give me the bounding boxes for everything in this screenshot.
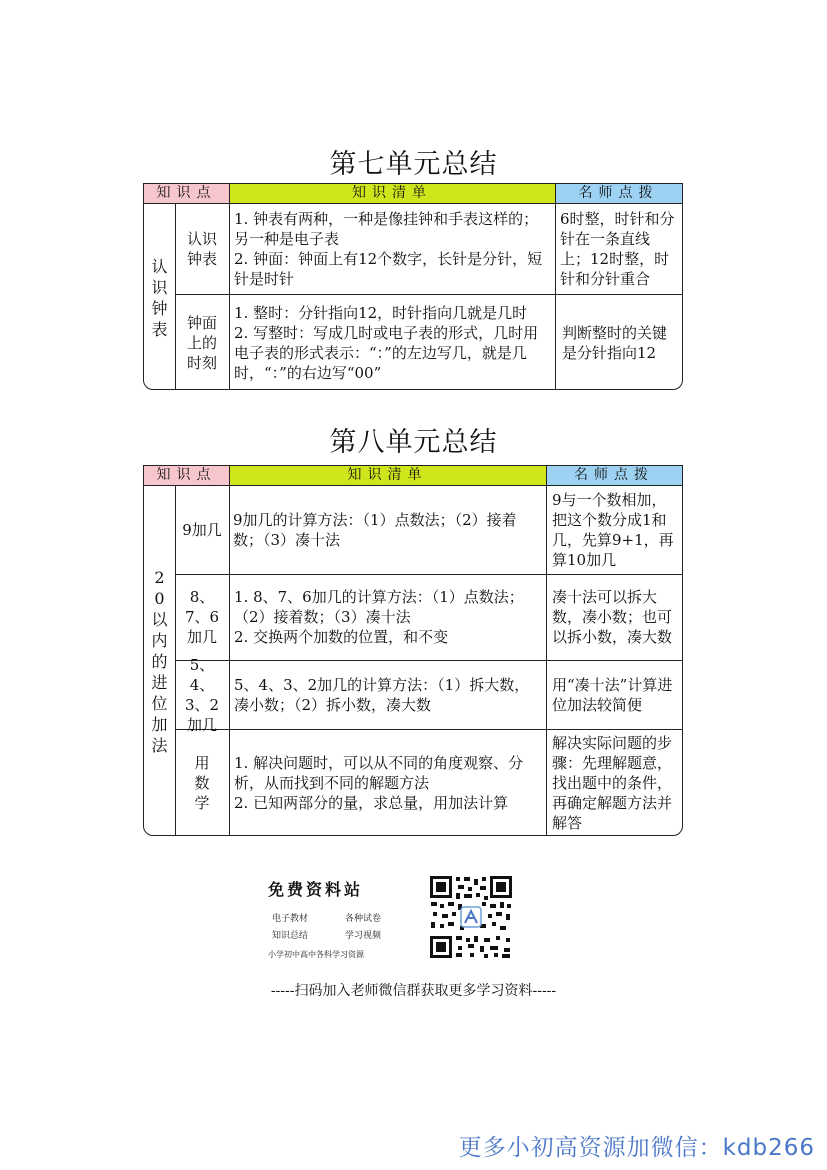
unit8-row1-tip: 9与一个数相加，把这个数分成1和几，先算9+1，再算10加几 <box>552 491 674 569</box>
unit8-row4-topic: 用数学 <box>194 754 210 812</box>
unit8-row1-content: 9加几的计算方法：（1）点数法；（2）接着数；（3）凑十法 <box>233 511 517 549</box>
unit8-row3-tip: 用“凑十法”计算进位加法较简便 <box>552 675 673 714</box>
unit7-row2-tip: 判断整时的关键是分针指向12 <box>562 323 668 362</box>
promo-item-summary: 知识总结 <box>272 931 309 941</box>
unit8-row4-content: 1. 解决问题时，可以从不同的角度观察、分析，从而找到不同的解题方法 2. 已知两部分的量，求总量，用加法计算 <box>234 754 524 812</box>
unit8-row3-content: 5、4、3、2加几的计算方法：（1）拆大数，凑小数；（2）拆小数，凑大数 <box>234 675 530 714</box>
unit8-category: 20以内的进位加法 <box>151 568 168 755</box>
promo-item-ebook: 电子教材 <box>272 914 309 924</box>
unit7-header-knowledge-point: 知识点 <box>144 184 229 204</box>
unit7-title: 第七单元总结 <box>329 149 498 180</box>
unit7-table <box>143 183 683 390</box>
unit8-header-knowledge-list: 知识清单 <box>229 466 546 486</box>
unit8-row2-content: 1. 8、7、6加几的计算方法：（1）点数法；（2）接着数；（3）凑十法 2. 交换两个加数的位置，和不变 <box>234 588 524 646</box>
scan-qr-text: -----扫码加入老师微信群获取更多学习资料----- <box>270 983 557 999</box>
promo-item-video: 学习视频 <box>345 931 382 941</box>
unit8-header-teacher-tips: 名师点拨 <box>546 466 682 486</box>
unit8-header-knowledge-point: 知识点 <box>144 466 229 486</box>
watermark: 更多小初高资源加微信：kdb266 <box>458 1135 815 1161</box>
promo-tagline: 小学初中高中各科学习资源 <box>268 950 364 959</box>
unit8-title: 第八单元总结 <box>329 427 498 458</box>
unit8-table <box>143 465 683 836</box>
promo-brand: 免费资料站 <box>268 880 364 899</box>
unit7-category: 认识钟表 <box>151 256 168 339</box>
unit8-row4-tip: 解决实际问题的步骤：先理解题意，找出题中的条件，再确定解题方法并解答 <box>552 734 673 832</box>
unit7-row2-content: 1. 整时：分针指向12，时针指向几就是几时 2. 写整时：写成几时或电子表的形式，几时用电子表的形式表示：“：”的左边写几，就是几时，“：”的右边写“00” <box>234 303 539 382</box>
unit7-row1-content: 1. 钟表有两种，一种是像挂钟和手表这样的；另一种是电子表 2. 钟面：钟面上有12个数字，长针是分针，短针是时针 <box>234 210 543 288</box>
unit7-row1-topic: 认识钟表 <box>186 230 217 268</box>
qr-code-icon[interactable] <box>428 874 514 960</box>
unit7-header-teacher-tips: 名师点拨 <box>555 184 682 204</box>
unit8-row1-topic: 9加几 <box>182 521 222 539</box>
unit8-row3-topic: 5、4、3、2加几 <box>184 655 220 734</box>
unit8-row2-tip: 凑十法可以拆大数，凑小数；也可以拆小数，凑大数 <box>552 588 673 646</box>
unit7-row2-topic: 钟面上的时刻 <box>186 313 217 372</box>
unit8-row2-topic: 8、7、6加几 <box>184 588 220 646</box>
unit7-row1-tip: 6时整，时针和分针在一条直线上；12时整，时针和分针重合 <box>560 210 675 288</box>
promo-item-tests: 各种试卷 <box>345 914 382 924</box>
unit7-header-knowledge-list: 知识清单 <box>229 184 555 204</box>
